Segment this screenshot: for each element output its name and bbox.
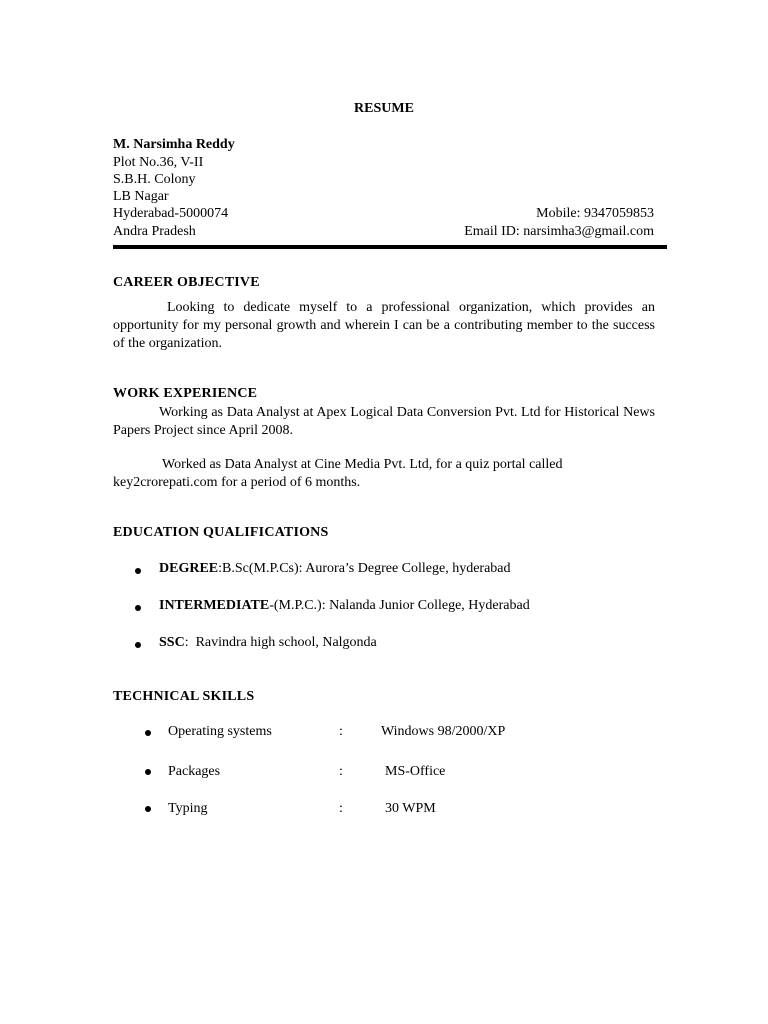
bullet-icon: [135, 642, 141, 648]
skill-separator: :: [339, 801, 343, 816]
skill-separator: :: [339, 764, 343, 779]
work-experience-item-2: Worked as Data Analyst at Cine Media Pvt. Ltd, for a quiz portal called key2crorepati.com for a period of 6 months.: [113, 457, 563, 490]
address-line-3: LB Nagar: [113, 189, 169, 204]
skill-label-typing: Typing: [168, 801, 208, 816]
work-experience-heading: WORK EXPERIENCE: [113, 386, 258, 401]
skill-label-packages: Packages: [168, 764, 221, 779]
address-line-4: Hyderabad-5000074: [113, 206, 229, 221]
education-item-intermediate: INTERMEDIATE-(M.P.C.): Nalanda Junior College, Hyderabad: [159, 598, 530, 613]
education-item-ssc: SSC: Ravindra high school, Nalgonda: [159, 635, 377, 650]
career-objective-text: Looking to dedicate myself to a professional organization, which provides an opportunity for my personal growth and wherein I can be a contributing member to the success of the organization.: [113, 300, 655, 351]
header-divider: [113, 245, 667, 249]
education-item-degree: DEGREE:B.Sc(M.P.Cs): Aurora’s Degree College, hyderabad: [159, 561, 511, 576]
bullet-icon: [145, 806, 151, 812]
resume-title: RESUME: [354, 101, 414, 116]
bullet-icon: [135, 568, 141, 574]
address-line-5: Andra Pradesh: [113, 224, 196, 239]
bullet-icon: [135, 605, 141, 611]
address-line-1: Plot No.36, V-II: [113, 155, 204, 170]
education-heading: EDUCATION QUALIFICATIONS: [113, 525, 329, 540]
mobile-number: Mobile: 9347059853: [536, 206, 654, 221]
skill-separator: :: [339, 724, 343, 739]
candidate-name: M. Narsimha Reddy: [113, 137, 235, 152]
work-experience-item-1: Working as Data Analyst at Apex Logical Data Conversion Pvt. Ltd for Historical News Papers Project since April 2008.: [113, 405, 655, 438]
bullet-icon: [145, 730, 151, 736]
career-objective-heading: CAREER OBJECTIVE: [113, 275, 260, 290]
address-line-2: S.B.H. Colony: [113, 172, 196, 187]
skill-value-packages: MS-Office: [385, 764, 446, 779]
skill-value-os: Windows 98/2000/XP: [381, 724, 506, 739]
technical-skills-heading: TECHNICAL SKILLS: [113, 689, 255, 704]
skill-label-os: Operating systems: [168, 724, 272, 739]
skill-value-typing: 30 WPM: [385, 801, 436, 816]
email-address: Email ID: narsimha3@gmail.com: [464, 224, 654, 239]
bullet-icon: [145, 769, 151, 775]
